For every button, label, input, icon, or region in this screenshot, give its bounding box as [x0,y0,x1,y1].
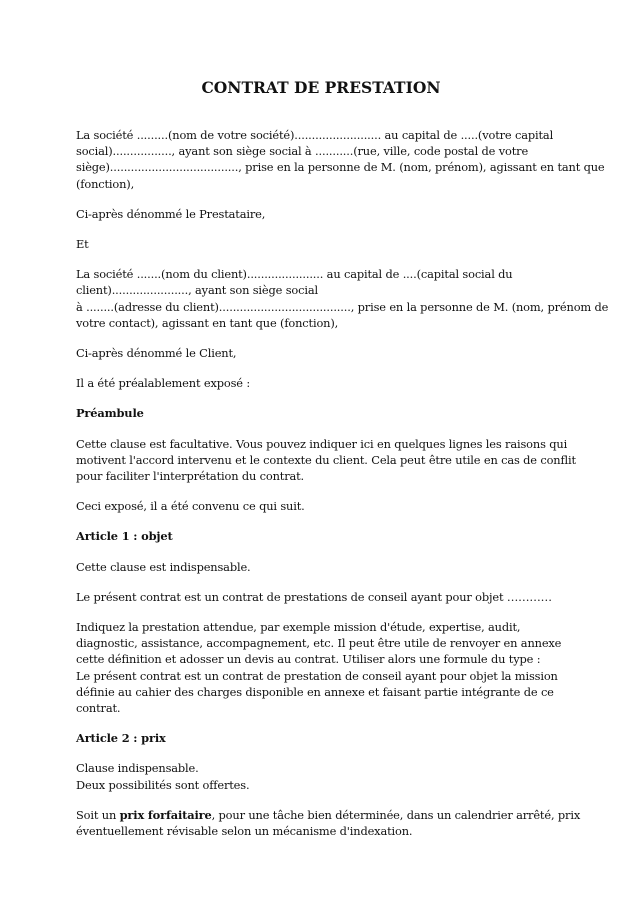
text-line: à ........(adresse du client)......................................, prise en la personne de M. (nom, prénom de [76,299,609,314]
option-prefix: Soit un [76,807,120,822]
text-line: motivent l'accord intervenu et le contexte du client. Cela peut être utile en cas de conflit [76,452,576,467]
client-designation: Ci-après dénommé le Client, [76,346,237,361]
exposure-intro: Il a été préalablement exposé : [76,376,251,391]
article1-guidance [76,619,566,716]
text-line: Indiquez la prestation attendue, par exemple mission d'étude, expertise, audit, [76,620,521,635]
text-line: siège)....................................., prise en la personne de M. (nom, prénom), agissant en tant que [76,160,605,175]
text-line: cette définition et adosser un devis au contrat. Utiliser alors une formule du type : [76,652,541,667]
article2-note [76,760,566,792]
agreement-intro: Ceci exposé, il a été convenu ce qui suit. [76,499,305,514]
article2-option [76,807,581,839]
text-line: contrat. [76,701,121,716]
document-title: CONTRAT DE PRESTATION [201,78,441,97]
contract-page [76,78,609,853]
conjunction-text: Et [76,237,89,252]
preamble-body [76,436,576,485]
client-paragraph [76,266,609,331]
option-rest: , pour une tâche bien déterminée, dans un calendrier arrêté, prix [211,807,581,822]
text-line: éventuellement révisable selon un mécanisme d'indexation. [76,824,413,839]
text-line: La société .......(nom du client)...................... au capital de ....(capital social du [76,267,513,282]
text-line: social)................., ayant son siège social à ...........(rue, ville, code postal de votre [76,144,529,159]
text-line: Le présent contrat est un contrat de prestation de conseil ayant pour objet la mission [76,668,558,683]
text-line [76,807,581,823]
article1-heading: Article 1 : objet [76,529,173,544]
preamble-heading: Préambule [76,406,144,421]
text-line: Clause indispensable. [76,761,199,776]
text-line: (fonction), [76,176,135,191]
article1-note: Cette clause est indispensable. [76,559,251,574]
text-line: La société .........(nom de votre société)......................... au capital de .....(votre capital [76,128,554,142]
text-line: définie au cahier des charges disponible en annexe et faisant partie intégrante de ce [76,684,554,699]
text-line: client)......................, ayant son siège social [76,283,318,298]
fixed-price-term: prix forfaitaire [119,807,212,822]
text-line: diagnostic, assistance, accompagnement, etc. Il peut être utile de renvoyer en annexe [76,636,562,651]
provider-designation: Ci-après dénommé le Prestataire, [76,206,266,221]
text-line: votre contact), agissant en tant que (fonction), [76,315,339,330]
article2-heading: Article 2 : prix [76,731,166,746]
text-line: pour faciliter l'interprétation du contrat. [76,469,305,484]
provider-paragraph [76,127,605,192]
text-line: Cette clause est facultative. Vous pouvez indiquer ici en quelques lignes les raisons qui [76,436,568,451]
text-line: Deux possibilités sont offertes. [76,777,250,792]
article1-statement: Le présent contrat est un contrat de prestations de conseil ayant pour objet ………… [76,589,552,604]
